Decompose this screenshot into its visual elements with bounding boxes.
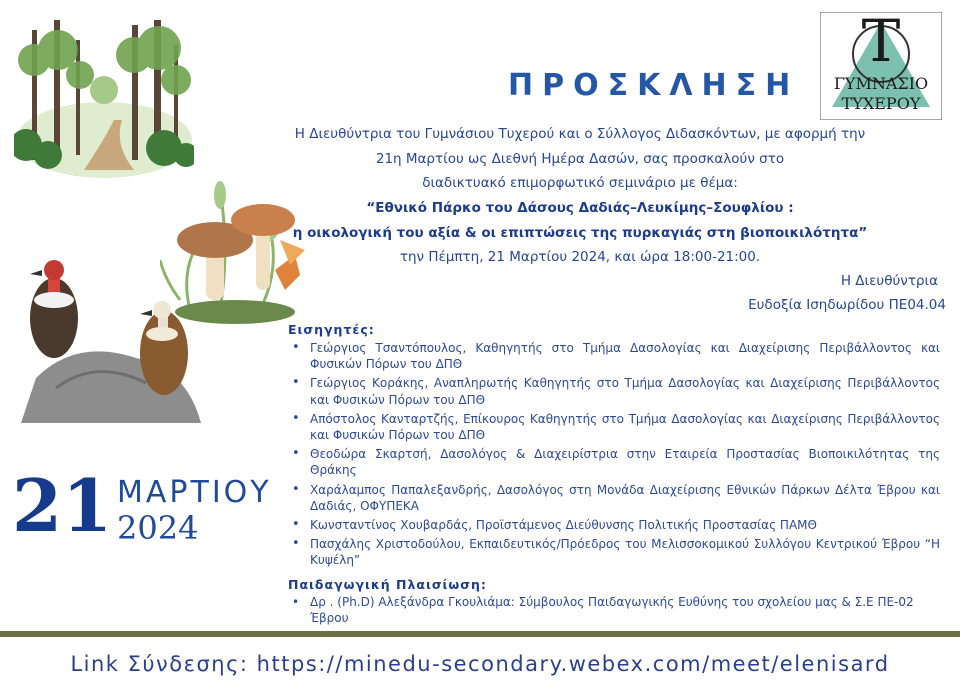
event-date-time: την Πέμπτη, 21 Μαρτίου 2024, και ώρα 18:00-21:00. (399, 249, 761, 265)
page-title: ΠΡΟΣΚΛΗΣΗ (508, 68, 800, 103)
list-item: • Απόστολος Κανταρτζής, Επίκουρος Καθηγητής στο Τμήμα Δασολογίας και Διαχείρισης Περιβάλλοντος και Φυσικών Πόρων του ΔΠΘ (288, 411, 940, 443)
seminar-topic-line-1: “Εθνικό Πάρκο του Δάσους Δαδιάς–Λευκίμης–Σουφλίου : (366, 200, 794, 216)
seminar-topic-line-2: η οικολογική του αξία & οι επιπτώσεις της πυρκαγιάς στη βιοποικιλότητα” (292, 225, 868, 241)
list-item: • Χαράλαμπος Παπαλεξανδρής, Δασολόγος στη Μονάδα Διαχείρισης Εθνικών Πάρκων Δέλτα Έβρου και Δαδιάς, ΟΦΥΠΕΚΑ (288, 482, 940, 514)
pedagogical-list (288, 594, 940, 626)
signer-role: Η Διευθύντρια (840, 273, 938, 289)
list-item: • Κωνσταντίνος Χουβαρδάς, Προϊστάμενος Διεύθυνσης Πολιτικής Προστασίας ΠΑΜΘ (288, 517, 940, 533)
school-logo (820, 7, 942, 120)
intro-line-3: διαδικτυακό επιμορφωτικό σεμινάριο με θέμα: (422, 175, 738, 191)
list-item: • Πασχάλης Χριστοδούλου, Εκπαιδευτικός/Πρόεδρος του Μελισσοκομικού Συλλόγου Κεντρικού Έβρου “Η Κυψέλη” (288, 536, 940, 568)
logo-letter: Τ (861, 7, 901, 75)
footer-divider (0, 631, 960, 637)
forest-illustration (14, 20, 194, 178)
logo-text-bottom: ΤΥΧΕΡΟΥ (841, 94, 921, 113)
signer-name: Ευδοξία Ισηδωρίδου ΠΕ04.04 (748, 297, 946, 313)
intro-line-2: 21η Μαρτίου ως Διεθνή Ημέρα Δασών, σας προσκαλούν στο (375, 151, 785, 167)
list-item: • Θεοδώρα Σκαρτσή, Δασολόγος & Διαχειρίστρια στην Εταιρεία Προστασίας Βιοποικιλότητας της Θράκης (288, 446, 940, 478)
pedagogical-heading: Παιδαγωγική Πλαισίωση: (288, 577, 487, 592)
date-month: ΜΑΡΤΙΟΥ (117, 475, 272, 510)
date-day: 21 (12, 463, 113, 548)
list-item: • Γεώργιος Τσαντόπουλος, Καθηγητής στο Τμήμα Δασολογίας και Διαχείρισης Περιβάλλοντος και Φυσικών Πόρων του ΔΠΘ (288, 340, 940, 372)
list-item: • Δρ . (Ph.D) Αλεξάνδρα Γκουλιάμα: Σύμβουλος Παιδαγωγικής Ευθύνης του σχολείου μας & Σ.Ε ΠΕ-02 Έβρου (288, 594, 940, 626)
logo-text-top: ΓΥΜΝΑΣΙΟ (833, 74, 929, 93)
list-item: • Γεώργιος Κοράκης, Αναπληρωτής Καθηγητής στο Τμήμα Δασολογίας και Διαχείρισης Περιβάλλοντος και Φυσικών Πόρων του ΔΠΘ (288, 375, 940, 407)
speakers-list (288, 340, 940, 572)
intro-line-1: Η Διευθύντρια του Γυμνάσιου Τυχερού και ο Σύλλογος Διδασκόντων, με αφορμή την (294, 126, 866, 142)
vultures-illustration (16, 258, 208, 428)
date-year: 2024 (117, 509, 199, 547)
webex-link[interactable]: Link Σύνδεσης: https://minedu-secondary.webex.com/meet/elenisard (70, 652, 890, 676)
speakers-heading: Εισηγητές: (288, 322, 375, 337)
